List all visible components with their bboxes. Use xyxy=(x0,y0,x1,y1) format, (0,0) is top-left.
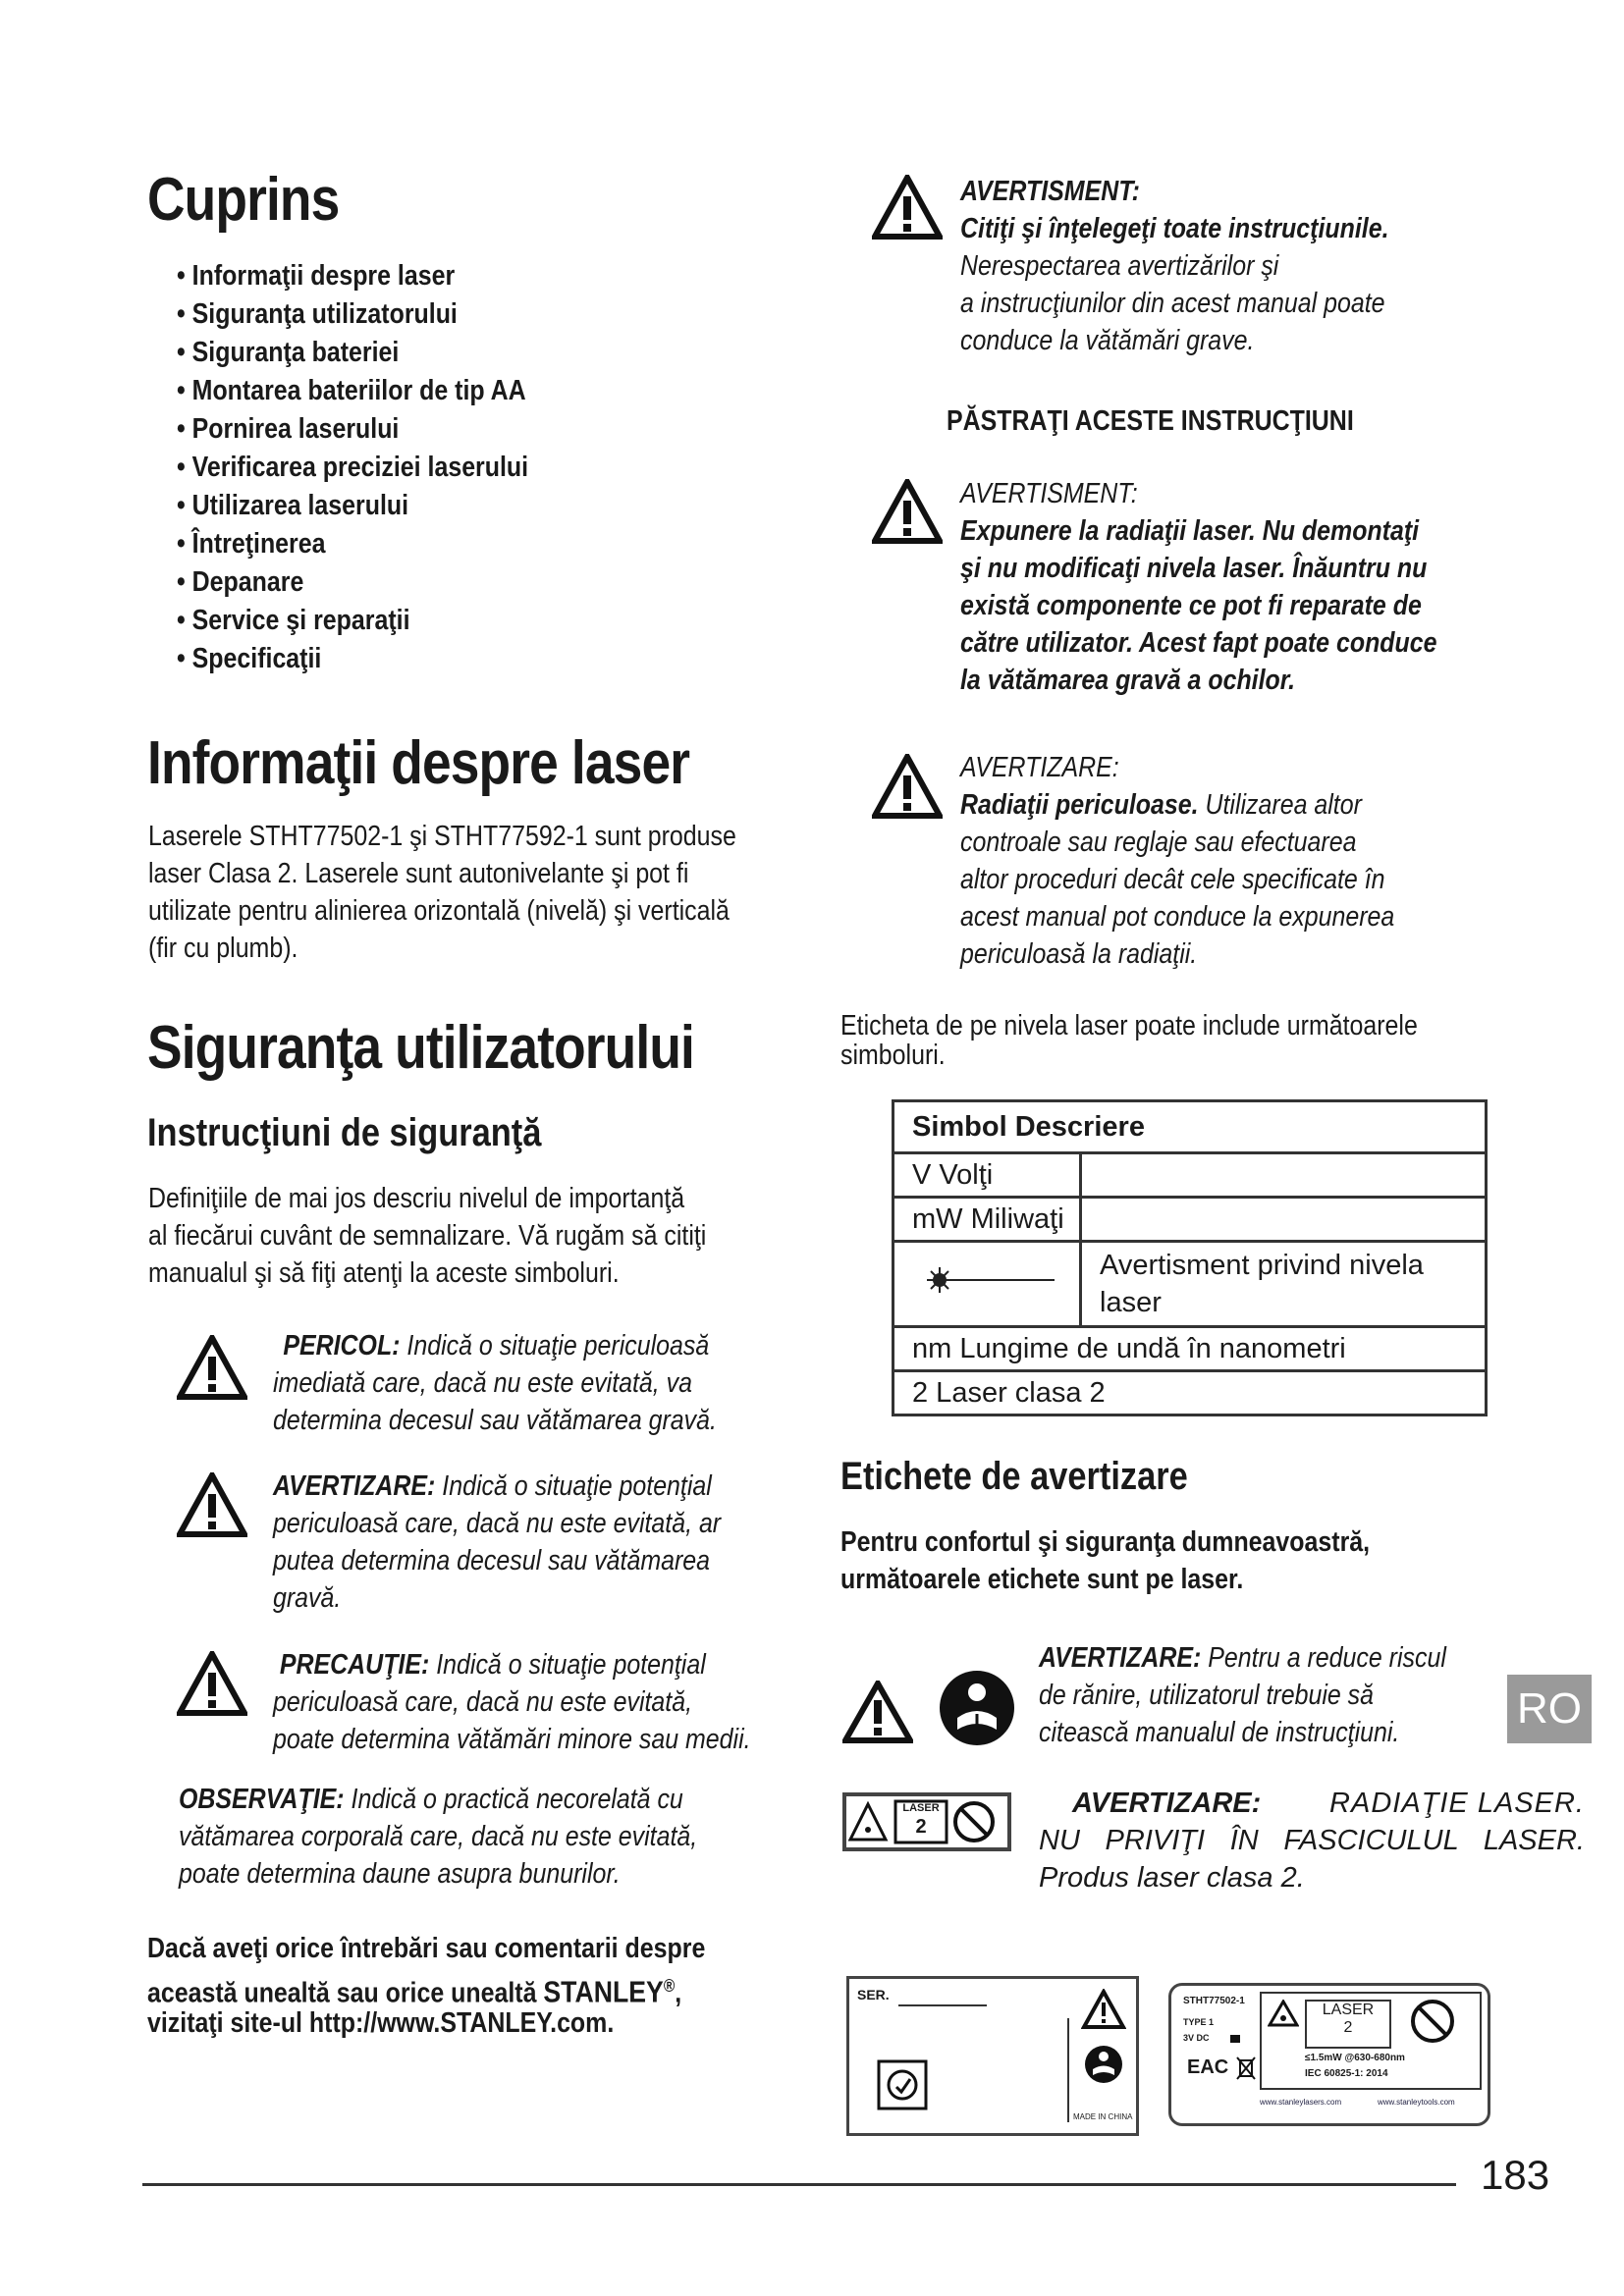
text-line: poate determina daune asupra bunurilor. xyxy=(179,1858,621,1890)
read-manual-icon xyxy=(938,1669,1016,1747)
spec-laser-word: LASER xyxy=(1322,2002,1375,2018)
toc-item: • Montarea bateriilor de tip AA xyxy=(177,372,528,410)
table-header: Simbol Descriere xyxy=(893,1101,1487,1153)
toc-item: • Depanare xyxy=(177,563,528,602)
laser-sticker-class: 2 xyxy=(915,1816,927,1838)
observatie-block xyxy=(179,1781,697,1893)
table-row: V Volţi xyxy=(893,1153,1487,1198)
text-line: PERICOL: Indică o situaţie periculoasă xyxy=(283,1330,710,1362)
warning-triangle-icon xyxy=(1268,2000,1299,2027)
serial-label xyxy=(846,1976,1139,2136)
url-stanleytools: www.stanleytools.com xyxy=(1378,2098,1455,2107)
no-stare-icon xyxy=(1409,1998,1456,2045)
text-line: simboluri. xyxy=(840,1040,946,1071)
table-row: nm Lungime de undă în nanometri xyxy=(893,1327,1487,1371)
cuprins-title: Cuprins xyxy=(147,166,340,234)
type-text: TYPE 1 xyxy=(1183,2017,1215,2027)
toc-item: • Verificarea preciziei laserului xyxy=(177,449,528,487)
info-paragraph xyxy=(148,818,736,967)
symbol-table xyxy=(892,1099,1488,1416)
contact-line-1: Dacă aveţi orice întrebări sau comentarii despre xyxy=(147,1933,706,1964)
etichete-title: Etichete de avertizare xyxy=(840,1455,1188,1498)
instructions-subtitle: Instrucţiuni de siguranţă xyxy=(147,1111,542,1154)
warning-triangle-icon xyxy=(872,175,943,240)
etichete-paragraph xyxy=(840,1523,1370,1598)
language-tab: RO xyxy=(1507,1675,1592,1743)
text-line: laser Clasa 2. Laserele sunt autonivelante şi pot fi xyxy=(148,858,689,889)
warning-triangle-icon xyxy=(177,1335,247,1400)
pericol-block xyxy=(273,1327,717,1439)
text-line: Laserele STHT77502-1 şi STHT77592-1 sunt produse xyxy=(148,821,736,852)
avertizare-block xyxy=(273,1468,721,1617)
precautie-block xyxy=(273,1646,751,1758)
text-line: AVERTIZARE: Pentru a reduce riscul xyxy=(1039,1642,1446,1674)
text-line: manualul şi să fiţi atenţi la aceste simboluri. xyxy=(148,1257,620,1289)
serial-text: SER. xyxy=(857,1987,890,2002)
text-line: al fiecărui cuvânt de semnalizare. Vă rugăm să citiţi xyxy=(148,1220,707,1252)
text-line: citească manualul de instrucţiuni. xyxy=(1039,1717,1400,1748)
registered-mark: ® xyxy=(663,1976,676,1996)
toc-item: • Siguranţa utilizatorului xyxy=(177,295,528,334)
table-row: Avertisment privind nivela laser xyxy=(893,1242,1487,1327)
model-text: STHT77502-1 xyxy=(1183,1996,1245,2006)
contact-line-2: această unealtă sau orice unealtă STANLEY®, xyxy=(147,1974,682,2009)
contact-block xyxy=(147,1930,705,2042)
stanley-brand: STANLEY xyxy=(543,1974,664,2009)
toc-item: • Întreţinerea xyxy=(177,525,528,563)
toc-item: • Siguranţa bateriei xyxy=(177,334,528,372)
spec-standard: IEC 60825-1: 2014 xyxy=(1305,2068,1388,2079)
text-line: gravă. xyxy=(273,1582,342,1614)
toc-item: • Pornirea laserului xyxy=(177,410,528,449)
text-line: utilizate pentru alinierea orizontală (nivelă) şi verticală xyxy=(148,895,730,927)
text-line: Pentru confortul şi siguranţa dumneavoastră, xyxy=(840,1526,1371,1558)
warning-triangle-icon xyxy=(872,754,943,819)
warning-triangle-icon xyxy=(1081,1989,1126,2030)
eac-mark: EAC xyxy=(1187,2056,1229,2078)
text-line: AVERTIZARE: Indică o situaţie potenţial xyxy=(273,1470,712,1502)
text-line: Definiţiile de mai jos descriu nivelul de importanţă xyxy=(148,1183,685,1214)
text-line: de rănire, utilizatorul trebuie să xyxy=(1039,1680,1375,1711)
avertisment-read-block: AVERTISMENT: Citiţi şi înţelegeţi toate instrucţiunile. Nerespectarea avertizărilor şi a instrucţiunilor din acest manual poate conduce la vătămări grave. xyxy=(960,176,1389,356)
safety-title: Siguranţa utilizatorului xyxy=(147,1014,695,1082)
battery-icon xyxy=(1230,2035,1240,2043)
spec-power: ≤1.5mW @630-680nm xyxy=(1305,2053,1405,2063)
table-row: 2 Laser clasa 2 xyxy=(893,1371,1487,1415)
read-manual-warning xyxy=(1039,1639,1446,1751)
avertizare-radiation-block: AVERTIZARE: Radiaţii periculoase. Utilizarea altor controale sau reglaje sau efectuarea altor proceduri decât cele specificate în acest manual pot conduce la expunerea periculoasă la radiaţii. xyxy=(960,752,1395,970)
keep-instructions: PĂSTRAŢI ACESTE INSTRUCŢIUNI xyxy=(947,405,1354,437)
laser-class-sticker xyxy=(842,1792,1011,1851)
text-line: periculoasă care, dacă nu este evitată, ar xyxy=(273,1508,722,1539)
warning-triangle-icon xyxy=(177,1472,247,1537)
label-intro xyxy=(840,1011,1418,1070)
voltage-text: 3V DC xyxy=(1183,2033,1210,2043)
laser-radiation-warning: AVERTIZARE: RADIAŢIE LASER. NU PRIVIŢI ÎN FASCICULUL LASER. Produs laser clasa 2. xyxy=(1039,1788,1585,1894)
text-line: putea determina decesul sau vătămarea xyxy=(273,1545,711,1576)
toc-item: • Service şi reparaţii xyxy=(177,602,528,640)
instructions-paragraph xyxy=(148,1180,706,1292)
weee-bin-icon xyxy=(1236,2056,1256,2082)
spec-label xyxy=(1168,1983,1490,2126)
url-stanleylasers: www.stanleylasers.com xyxy=(1260,2098,1342,2107)
text-line: (fir cu plumb). xyxy=(148,933,298,964)
laser-sticker-word: LASER xyxy=(902,1802,940,1814)
table-header-row xyxy=(893,1101,1487,1153)
warning-triangle-icon xyxy=(177,1651,247,1716)
toc-item: • Specificaţii xyxy=(177,640,528,678)
text-line: imediată care, dacă nu este evitată, va xyxy=(273,1367,693,1399)
spec-laser-class: 2 xyxy=(1343,2019,1353,2036)
toc-item: • Informaţii despre laser xyxy=(177,257,528,295)
text-line: periculoasă care, dacă nu este evitată, xyxy=(273,1686,693,1718)
made-in-text: MADE IN CHINA xyxy=(1073,2112,1133,2121)
text-line: următoarele etichete sunt pe laser. xyxy=(840,1564,1244,1595)
info-title: Informaţii despre laser xyxy=(147,729,690,797)
text-line: PRECAUŢIE: Indică o situaţie potenţial xyxy=(279,1649,706,1681)
text-line: OBSERVAŢIE: Indică o practică necorelată cu xyxy=(179,1784,683,1815)
read-manual-icon xyxy=(1083,2044,1124,2085)
certification-mark-icon xyxy=(875,2057,930,2112)
footer-rule xyxy=(142,2183,1456,2186)
table-of-contents xyxy=(177,257,528,678)
text-line: Eticheta de pe nivela laser poate include următoarele xyxy=(840,1010,1418,1041)
warning-triangle-icon xyxy=(842,1681,913,1743)
laser-beam-icon xyxy=(912,1265,1059,1295)
avertisment-laser-block: AVERTISMENT: Expunere la radiaţii laser. Nu demontaţi şi nu modificaţi nivela laser. Înăuntru nu există componente ce pot fi reparate de către utilizator. Acest fapt poate conduce la vătămarea gravă a ochilor. xyxy=(960,478,1437,696)
contact-line-3: vizitaţi site-ul http://www.STANLEY.com. xyxy=(147,2007,615,2039)
page-number: 183 xyxy=(1481,2152,1550,2198)
table-row: mW Miliwaţi xyxy=(893,1198,1487,1242)
text-line: vătămarea corporală care, dacă nu este evitată, xyxy=(179,1821,698,1852)
text-line: determina decesul sau vătămarea gravă. xyxy=(273,1405,717,1436)
text-line: poate determina vătămări minore sau medii. xyxy=(273,1724,751,1755)
toc-item: • Utilizarea laserului xyxy=(177,487,528,525)
warning-triangle-icon xyxy=(872,479,943,544)
